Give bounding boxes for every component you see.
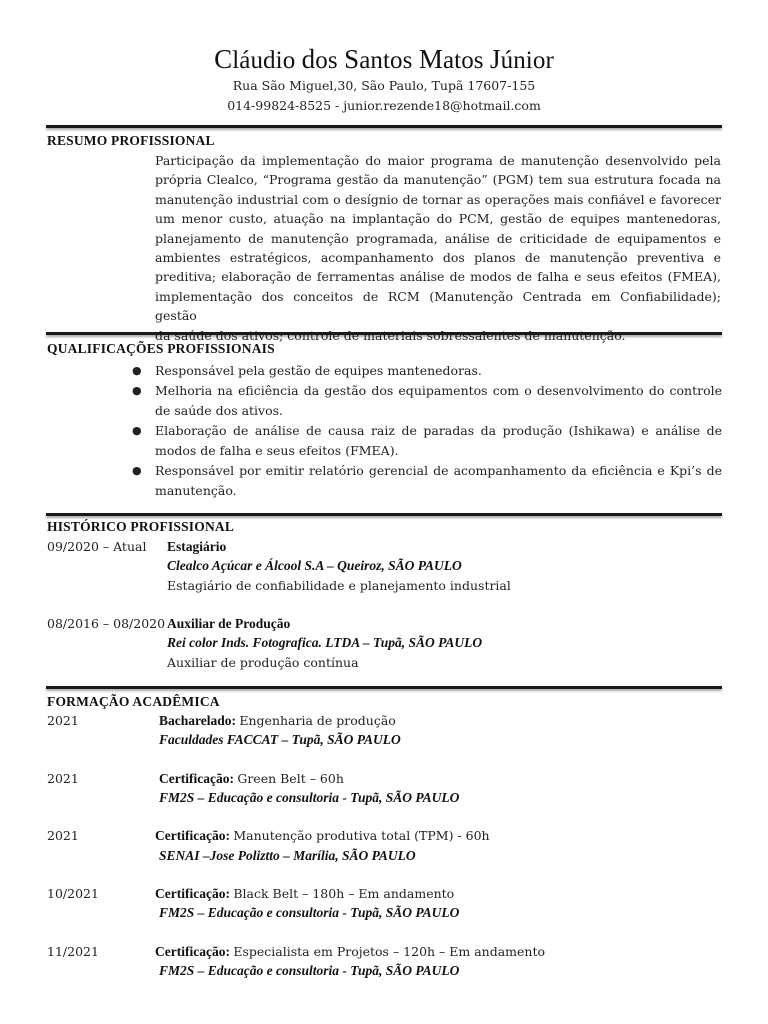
section-divider <box>46 125 722 128</box>
bullet-icon: ● <box>132 464 142 477</box>
candidate-name: Cláudio dos Santos Matos Júnior <box>214 44 554 74</box>
education-institution: FM2S – Educação e consultoria - Tupã, SÃO PAULO <box>159 790 460 805</box>
education-entry <box>155 944 545 960</box>
resumo-line: implementação dos conceitos de RCM (Manutenção Centrada em Confiabilidade); gestão <box>155 288 721 324</box>
education-institution: SENAI –Jose Poliztto – Marília, SÃO PAULO <box>159 848 416 863</box>
resumo-line: Participação da implementação do maior programa de manutenção desenvolvido pela <box>155 153 721 168</box>
resumo-paragraph <box>155 151 721 345</box>
bullet-icon: ● <box>132 384 142 397</box>
education-entry <box>159 713 396 729</box>
section-title-historico: HISTÓRICO PROFISSIONAL <box>47 519 235 534</box>
resumo-line: da saúde dos ativos; controle de materiais sobressalentes de manutenção. <box>155 327 626 343</box>
section-divider <box>46 686 722 689</box>
section-title-formacao: FORMAÇÃO ACADÊMICA <box>47 694 220 709</box>
resumo-line: preditiva; elaboração de ferramentas análise de modos de falha e seus efeitos (FMEA), <box>155 269 721 285</box>
list-item: ● Responsável pela gestão de equipes mantenedoras. <box>128 361 722 381</box>
list-item: ● Melhoria na eficiência da gestão dos equipamentos com o desenvolvimento do controle de saúde dos ativos. <box>132 383 722 418</box>
job-company: Rei color Inds. Fotografica. LTDA – Tupã, SÃO PAULO <box>167 635 483 650</box>
education-entry <box>155 828 490 844</box>
education-entry <box>159 771 344 787</box>
education-institution: FM2S – Educação e consultoria - Tupã, SÃO PAULO <box>159 905 460 920</box>
job-period: 08/2016 – 08/2020 <box>47 616 166 631</box>
section-divider <box>46 513 722 516</box>
education-value: Green Belt – 60h <box>237 771 344 786</box>
education-label: Certificação: <box>155 886 230 901</box>
education-date: 11/2021 <box>47 944 99 959</box>
address-line: Rua São Miguel,30, São Paulo, Tupã 17607-155 <box>232 78 536 93</box>
resumo-line: um menor custo, atuação na implantação do PCM, gestão de equipes mantenedoras, <box>155 211 721 227</box>
education-institution: Faculdades FACCAT – Tupã, SÃO PAULO <box>159 732 401 747</box>
qualificacoes-list <box>128 361 722 501</box>
job-period: 09/2020 – Atual <box>47 539 147 554</box>
education-label: Certificação: <box>155 944 230 959</box>
education-label: Certificação: <box>159 771 234 786</box>
education-date: 2021 <box>47 828 79 843</box>
list-item: ● Elaboração de análise de causa raiz de paradas da produção (Ishikawa) e análise de modos de falha e seus efeitos (FMEA). <box>132 423 722 458</box>
section-title-resumo: RESUMO PROFISSIONAL <box>47 133 215 148</box>
section-title-qualificacoes: QUALIFICAÇÕES PROFISSIONAIS <box>47 341 275 356</box>
education-date: 2021 <box>47 771 79 786</box>
resumo-line: ambientes estratégicos, acompanhamento dos planos de manutenção preventiva e <box>155 250 721 266</box>
education-value: Manutenção produtiva total (TPM) - 60h <box>233 828 490 843</box>
education-value: Especialista em Projetos – 120h – Em andamento <box>233 944 546 959</box>
education-label: Certificação: <box>155 828 230 843</box>
resumo-line: planejamento de manutenção programada, análise de criticidade de equipamentos e <box>155 230 721 246</box>
job-description: Auxiliar de produção contínua <box>167 655 359 670</box>
bullet-icon: ● <box>132 424 142 437</box>
job-description: Estagiário de confiabilidade e planejamento industrial <box>167 578 511 593</box>
job-role: Estagiário <box>167 539 227 554</box>
education-date: 2021 <box>47 713 79 728</box>
section-divider <box>46 332 722 335</box>
education-entry <box>155 886 454 902</box>
job-role: Auxiliar de Produção <box>167 616 291 631</box>
education-value: Engenharia de produção <box>239 713 396 728</box>
contact-line: 014-99824-8525 - junior.rezende18@hotmail.com <box>227 98 541 113</box>
education-value: Black Belt – 180h – Em andamento <box>233 886 455 901</box>
job-company: Clealco Açúcar e Álcool S.A – Queiroz, SÃO PAULO <box>167 558 462 573</box>
list-item: ● Responsável por emitir relatório gerencial de acompanhamento da eficiência e Kpi’s de manutenção. <box>132 463 722 498</box>
resumo-line: manutenção industrial com o desígnio de tornar as operações mais confiável e favorecer <box>155 191 721 207</box>
education-label: Bacharelado: <box>159 713 236 728</box>
education-institution: FM2S – Educação e consultoria - Tupã, SÃO PAULO <box>159 963 460 978</box>
resumo-line: própria Clealco, “Programa gestão da manutenção” (PGM) tem sua estrutura focada na <box>155 172 721 188</box>
bullet-icon: ● <box>132 364 142 377</box>
education-date: 10/2021 <box>47 886 99 901</box>
